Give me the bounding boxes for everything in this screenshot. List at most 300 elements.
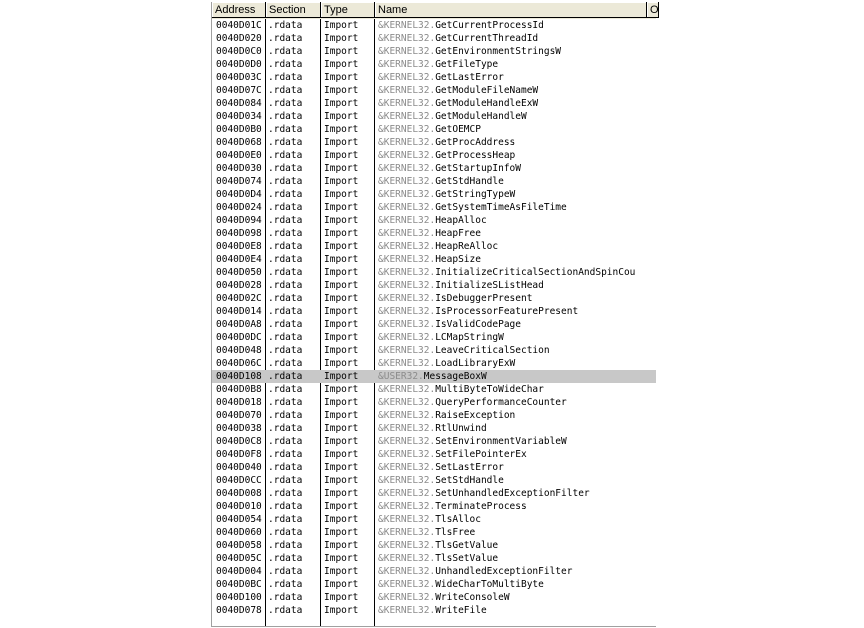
type-cell: Import — [324, 514, 359, 525]
section-cell: .rdata — [268, 267, 303, 278]
library-prefix: &KERNEL32. — [378, 124, 436, 135]
function-name: InitializeSListHead — [435, 280, 544, 291]
function-name: WriteFile — [435, 605, 487, 616]
name-cell — [378, 448, 656, 461]
section-cell: .rdata — [268, 397, 303, 408]
name-cell — [378, 149, 656, 162]
table-row[interactable] — [212, 149, 656, 162]
library-prefix: &KERNEL32. — [378, 33, 436, 44]
name-cell — [378, 487, 656, 500]
library-prefix: &KERNEL32. — [378, 163, 436, 174]
section-cell: .rdata — [268, 124, 303, 135]
table-row[interactable] — [212, 136, 656, 149]
table-row[interactable] — [212, 513, 656, 526]
section-cell: .rdata — [268, 540, 303, 551]
section-cell: .rdata — [268, 111, 303, 122]
address-cell: 0040D068 — [216, 137, 262, 148]
type-cell: Import — [324, 59, 359, 70]
address-cell: 0040D074 — [216, 176, 262, 187]
library-prefix: &KERNEL32. — [378, 358, 436, 369]
name-cell — [378, 240, 656, 253]
table-row[interactable] — [212, 71, 656, 84]
type-cell: Import — [324, 111, 359, 122]
table-row[interactable] — [212, 279, 656, 292]
table-row[interactable] — [212, 552, 656, 565]
section-cell: .rdata — [268, 293, 303, 304]
name-cell — [378, 84, 656, 97]
column-header-comment[interactable]: O — [647, 2, 659, 18]
table-row[interactable] — [212, 474, 656, 487]
name-cell — [378, 266, 656, 279]
type-cell: Import — [324, 397, 359, 408]
function-name: GetProcessHeap — [435, 150, 516, 161]
function-name: InitializeCriticalSectionAndSpinCou — [435, 267, 636, 278]
section-cell: .rdata — [268, 358, 303, 369]
library-prefix: &KERNEL32. — [378, 410, 436, 421]
library-prefix: &KERNEL32. — [378, 475, 436, 486]
section-cell: .rdata — [268, 33, 303, 44]
library-prefix: &KERNEL32. — [378, 345, 436, 356]
name-cell — [378, 175, 656, 188]
function-name: GetStartupInfoW — [435, 163, 521, 174]
function-name: TlsFree — [435, 527, 476, 538]
type-cell: Import — [324, 345, 359, 356]
section-cell: .rdata — [268, 436, 303, 447]
library-prefix: &KERNEL32. — [378, 384, 436, 395]
table-row[interactable] — [212, 344, 656, 357]
function-name: MessageBoxW — [423, 371, 487, 382]
name-cell — [378, 552, 656, 565]
function-name: WriteConsoleW — [435, 592, 510, 603]
function-name: GetStdHandle — [435, 176, 504, 187]
address-cell: 0040D004 — [216, 566, 262, 577]
type-cell: Import — [324, 540, 359, 551]
type-cell: Import — [324, 176, 359, 187]
type-cell: Import — [324, 72, 359, 83]
address-cell: 0040D0E4 — [216, 254, 262, 265]
table-row[interactable] — [212, 435, 656, 448]
type-cell: Import — [324, 163, 359, 174]
function-name: SetStdHandle — [435, 475, 504, 486]
table-row[interactable] — [212, 578, 656, 591]
function-name: QueryPerformanceCounter — [435, 397, 567, 408]
type-cell: Import — [324, 124, 359, 135]
section-cell: .rdata — [268, 592, 303, 603]
address-cell: 0040D01C — [216, 20, 262, 31]
name-cell — [378, 136, 656, 149]
name-cell — [378, 357, 656, 370]
name-cell — [378, 71, 656, 84]
type-cell: Import — [324, 98, 359, 109]
name-cell — [378, 513, 656, 526]
type-cell: Import — [324, 371, 359, 382]
name-cell — [378, 383, 656, 396]
table-row-selected[interactable] — [212, 370, 656, 383]
name-cell — [378, 370, 656, 383]
table-row[interactable] — [212, 448, 656, 461]
section-cell: .rdata — [268, 150, 303, 161]
name-cell — [378, 279, 656, 292]
table-row[interactable] — [212, 123, 656, 136]
library-prefix: &KERNEL32. — [378, 254, 436, 265]
table-row[interactable] — [212, 45, 656, 58]
library-prefix: &KERNEL32. — [378, 592, 436, 603]
address-cell: 0040D008 — [216, 488, 262, 499]
address-cell: 0040D0E0 — [216, 150, 262, 161]
address-cell: 0040D0CC — [216, 475, 262, 486]
library-prefix: &KERNEL32. — [378, 85, 436, 96]
library-prefix: &KERNEL32. — [378, 397, 436, 408]
library-prefix: &KERNEL32. — [378, 332, 436, 343]
section-cell: .rdata — [268, 410, 303, 421]
table-row[interactable] — [212, 331, 656, 344]
name-cell — [378, 474, 656, 487]
address-cell: 0040D054 — [216, 514, 262, 525]
type-cell: Import — [324, 306, 359, 317]
library-prefix: &KERNEL32. — [378, 527, 436, 538]
section-cell: .rdata — [268, 501, 303, 512]
name-cell — [378, 318, 656, 331]
address-cell: 0040D0E8 — [216, 241, 262, 252]
function-name: SetUnhandledExceptionFilter — [435, 488, 590, 499]
library-prefix: &KERNEL32. — [378, 306, 436, 317]
library-prefix: &KERNEL32. — [378, 267, 436, 278]
address-cell: 0040D0C0 — [216, 46, 262, 57]
section-cell: .rdata — [268, 98, 303, 109]
type-cell: Import — [324, 579, 359, 590]
section-cell: .rdata — [268, 345, 303, 356]
function-name: GetLastError — [435, 72, 504, 83]
address-cell: 0040D024 — [216, 202, 262, 213]
table-row[interactable] — [212, 422, 656, 435]
table-row[interactable] — [212, 253, 656, 266]
function-name: SetFilePointerEx — [435, 449, 527, 460]
table-row[interactable] — [212, 604, 656, 617]
type-cell: Import — [324, 241, 359, 252]
library-prefix: &KERNEL32. — [378, 501, 436, 512]
section-cell: .rdata — [268, 514, 303, 525]
type-cell: Import — [324, 384, 359, 395]
library-prefix: &KERNEL32. — [378, 111, 436, 122]
name-cell — [378, 58, 656, 71]
section-cell: .rdata — [268, 306, 303, 317]
table-row[interactable] — [212, 32, 656, 45]
function-name: GetModuleHandleW — [435, 111, 527, 122]
table-row[interactable] — [212, 175, 656, 188]
table-row[interactable] — [212, 240, 656, 253]
library-prefix: &KERNEL32. — [378, 202, 436, 213]
address-cell: 0040D0C8 — [216, 436, 262, 447]
type-cell: Import — [324, 592, 359, 603]
function-name: GetSystemTimeAsFileTime — [435, 202, 567, 213]
name-cell — [378, 45, 656, 58]
section-cell: .rdata — [268, 189, 303, 200]
function-name: HeapReAlloc — [435, 241, 499, 252]
library-prefix: &KERNEL32. — [378, 319, 436, 330]
table-row[interactable] — [212, 227, 656, 240]
function-name: IsValidCodePage — [435, 319, 521, 330]
table-row[interactable] — [212, 565, 656, 578]
type-cell: Import — [324, 254, 359, 265]
library-prefix: &KERNEL32. — [378, 449, 436, 460]
address-cell: 0040D05C — [216, 553, 262, 564]
type-cell: Import — [324, 228, 359, 239]
library-prefix: &KERNEL32. — [378, 436, 436, 447]
section-cell: .rdata — [268, 59, 303, 70]
section-cell: .rdata — [268, 202, 303, 213]
address-cell: 0040D03C — [216, 72, 262, 83]
type-cell: Import — [324, 462, 359, 473]
table-row[interactable] — [212, 97, 656, 110]
table-row[interactable] — [212, 19, 656, 32]
name-cell — [378, 201, 656, 214]
name-cell — [378, 565, 656, 578]
library-prefix: &KERNEL32. — [378, 293, 436, 304]
name-cell — [378, 526, 656, 539]
section-cell: .rdata — [268, 137, 303, 148]
section-cell: .rdata — [268, 254, 303, 265]
address-cell: 0040D078 — [216, 605, 262, 616]
section-cell: .rdata — [268, 384, 303, 395]
address-cell: 0040D0B8 — [216, 384, 262, 395]
address-cell: 0040D030 — [216, 163, 262, 174]
section-cell: .rdata — [268, 605, 303, 616]
table-row[interactable] — [212, 214, 656, 227]
section-cell: .rdata — [268, 241, 303, 252]
library-prefix: &KERNEL32. — [378, 59, 436, 70]
address-cell: 0040D040 — [216, 462, 262, 473]
function-name: GetEnvironmentStringsW — [435, 46, 562, 57]
address-cell: 0040D060 — [216, 527, 262, 538]
address-cell: 0040D014 — [216, 306, 262, 317]
table-row[interactable] — [212, 539, 656, 552]
section-cell: .rdata — [268, 215, 303, 226]
address-cell: 0040D098 — [216, 228, 262, 239]
function-name: LoadLibraryExW — [435, 358, 516, 369]
table-header — [212, 2, 659, 19]
library-prefix: &KERNEL32. — [378, 462, 436, 473]
function-name: IsProcessorFeaturePresent — [435, 306, 579, 317]
name-cell — [378, 227, 656, 240]
table-row[interactable] — [212, 305, 656, 318]
library-prefix: &KERNEL32. — [378, 514, 436, 525]
library-prefix: &KERNEL32. — [378, 137, 436, 148]
type-cell: Import — [324, 605, 359, 616]
section-cell: .rdata — [268, 462, 303, 473]
address-cell: 0040D010 — [216, 501, 262, 512]
table-row[interactable] — [212, 318, 656, 331]
library-prefix: &KERNEL32. — [378, 488, 436, 499]
type-cell: Import — [324, 46, 359, 57]
table-row[interactable] — [212, 500, 656, 513]
type-cell: Import — [324, 358, 359, 369]
table-row[interactable] — [212, 487, 656, 500]
section-cell: .rdata — [268, 46, 303, 57]
function-name: GetStringTypeW — [435, 189, 516, 200]
section-cell: .rdata — [268, 332, 303, 343]
name-cell — [378, 32, 656, 45]
address-cell: 0040D0BC — [216, 579, 262, 590]
function-name: HeapFree — [435, 228, 481, 239]
library-prefix: &KERNEL32. — [378, 566, 436, 577]
type-cell: Import — [324, 566, 359, 577]
name-cell — [378, 578, 656, 591]
address-cell: 0040D0D0 — [216, 59, 262, 70]
name-cell — [378, 19, 656, 32]
table-row[interactable] — [212, 409, 656, 422]
address-cell: 0040D020 — [216, 33, 262, 44]
name-cell — [378, 500, 656, 513]
library-prefix: &KERNEL32. — [378, 215, 436, 226]
function-name: TlsSetValue — [435, 553, 499, 564]
section-cell: .rdata — [268, 228, 303, 239]
table-row[interactable] — [212, 188, 656, 201]
library-prefix: &USER32. — [378, 371, 424, 382]
function-name: GetModuleFileNameW — [435, 85, 539, 96]
address-cell: 0040D038 — [216, 423, 262, 434]
address-cell: 0040D094 — [216, 215, 262, 226]
table-row[interactable] — [212, 201, 656, 214]
section-cell: .rdata — [268, 319, 303, 330]
function-name: GetCurrentThreadId — [435, 33, 539, 44]
name-cell — [378, 539, 656, 552]
library-prefix: &KERNEL32. — [378, 46, 436, 57]
address-cell: 0040D0F8 — [216, 449, 262, 460]
function-name: TlsGetValue — [435, 540, 499, 551]
column-header-address[interactable]: Address — [212, 2, 266, 18]
name-cell — [378, 253, 656, 266]
address-cell: 0040D028 — [216, 280, 262, 291]
table-row[interactable] — [212, 84, 656, 97]
address-cell: 0040D018 — [216, 397, 262, 408]
function-name: TlsAlloc — [435, 514, 481, 525]
library-prefix: &KERNEL32. — [378, 605, 436, 616]
library-prefix: &KERNEL32. — [378, 579, 436, 590]
function-name: TerminateProcess — [435, 501, 527, 512]
function-name: HeapSize — [435, 254, 481, 265]
table-row[interactable] — [212, 58, 656, 71]
name-cell — [378, 331, 656, 344]
function-name: GetModuleHandleExW — [435, 98, 539, 109]
type-cell: Import — [324, 501, 359, 512]
name-cell — [378, 435, 656, 448]
column-header-section[interactable]: Section — [266, 2, 321, 18]
function-name: GetCurrentProcessId — [435, 20, 544, 31]
address-cell: 0040D0B0 — [216, 124, 262, 135]
name-cell — [378, 409, 656, 422]
column-header-type[interactable]: Type — [321, 2, 375, 18]
name-cell — [378, 591, 656, 604]
name-cell — [378, 292, 656, 305]
function-name: MultiByteToWideChar — [435, 384, 544, 395]
type-cell: Import — [324, 332, 359, 343]
function-name: RaiseException — [435, 410, 516, 421]
address-cell: 0040D058 — [216, 540, 262, 551]
address-cell: 0040D108 — [216, 371, 262, 382]
address-cell: 0040D0D4 — [216, 189, 262, 200]
name-cell — [378, 305, 656, 318]
type-cell: Import — [324, 423, 359, 434]
library-prefix: &KERNEL32. — [378, 280, 436, 291]
column-header-name[interactable]: Name — [375, 2, 647, 18]
type-cell: Import — [324, 410, 359, 421]
name-cell — [378, 214, 656, 227]
section-cell: .rdata — [268, 579, 303, 590]
type-cell: Import — [324, 189, 359, 200]
type-cell: Import — [324, 267, 359, 278]
function-name: SetEnvironmentVariableW — [435, 436, 567, 447]
section-cell: .rdata — [268, 20, 303, 31]
function-name: GetOEMCP — [435, 124, 481, 135]
section-cell: .rdata — [268, 527, 303, 538]
address-cell: 0040D07C — [216, 85, 262, 96]
address-cell: 0040D100 — [216, 592, 262, 603]
table-row[interactable] — [212, 396, 656, 409]
address-cell: 0040D0A8 — [216, 319, 262, 330]
section-cell: .rdata — [268, 488, 303, 499]
function-name: SetLastError — [435, 462, 504, 473]
name-cell — [378, 461, 656, 474]
imports-table — [211, 2, 659, 627]
library-prefix: &KERNEL32. — [378, 20, 436, 31]
type-cell: Import — [324, 85, 359, 96]
function-name: UnhandledExceptionFilter — [435, 566, 573, 577]
table-row[interactable] — [212, 357, 656, 370]
table-row[interactable] — [212, 461, 656, 474]
name-cell — [378, 604, 656, 617]
table-row[interactable] — [212, 292, 656, 305]
table-row[interactable] — [212, 383, 656, 396]
table-row[interactable] — [212, 266, 656, 279]
section-cell: .rdata — [268, 371, 303, 382]
type-cell: Import — [324, 553, 359, 564]
table-row[interactable] — [212, 110, 656, 123]
table-row[interactable] — [212, 591, 656, 604]
function-name: RtlUnwind — [435, 423, 487, 434]
section-cell: .rdata — [268, 280, 303, 291]
library-prefix: &KERNEL32. — [378, 540, 436, 551]
library-prefix: &KERNEL32. — [378, 189, 436, 200]
address-cell: 0040D0DC — [216, 332, 262, 343]
type-cell: Import — [324, 319, 359, 330]
function-name: LCMapStringW — [435, 332, 504, 343]
library-prefix: &KERNEL32. — [378, 72, 436, 83]
type-cell: Import — [324, 293, 359, 304]
library-prefix: &KERNEL32. — [378, 176, 436, 187]
name-cell — [378, 123, 656, 136]
address-cell: 0040D034 — [216, 111, 262, 122]
section-cell: .rdata — [268, 176, 303, 187]
section-cell: .rdata — [268, 423, 303, 434]
type-cell: Import — [324, 215, 359, 226]
table-row[interactable] — [212, 526, 656, 539]
section-cell: .rdata — [268, 566, 303, 577]
table-body — [212, 19, 656, 617]
function-name: GetFileType — [435, 59, 499, 70]
library-prefix: &KERNEL32. — [378, 553, 436, 564]
function-name: HeapAlloc — [435, 215, 487, 226]
type-cell: Import — [324, 150, 359, 161]
address-cell: 0040D06C — [216, 358, 262, 369]
table-row[interactable] — [212, 162, 656, 175]
type-cell: Import — [324, 436, 359, 447]
type-cell: Import — [324, 280, 359, 291]
function-name: WideCharToMultiByte — [435, 579, 544, 590]
type-cell: Import — [324, 137, 359, 148]
name-cell — [378, 396, 656, 409]
type-cell: Import — [324, 33, 359, 44]
address-cell: 0040D02C — [216, 293, 262, 304]
